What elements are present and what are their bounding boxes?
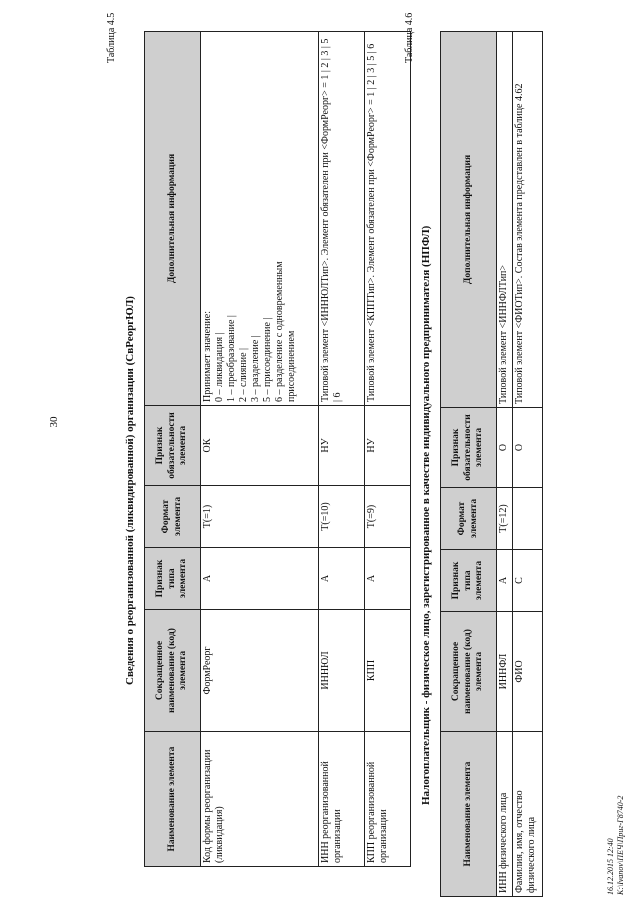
table-4-6 <box>440 31 543 897</box>
table-4-5-title: Сведения о реорганизованной (ликвидированной) организации (СвРеоргЮЛ) <box>124 296 136 685</box>
value-item: 0 – ликвидация | <box>214 332 225 402</box>
cell-format: T(=9) <box>365 486 411 548</box>
cell-type: А <box>201 548 319 610</box>
table-4-5-caption: Таблица 4.5 <box>106 12 117 63</box>
header-format: Формат элемента <box>441 488 497 550</box>
cell-info: Типовой элемент <ИННЮЛТип>. Элемент обязателен при <ФормРеорг> = 1 | 2 | 3 | 5 | 6 <box>319 32 365 406</box>
cell-format: T(=10) <box>319 486 365 548</box>
table-4-6-caption: Таблица 4.6 <box>404 12 415 63</box>
cell-required: О <box>497 408 513 488</box>
cell-type: А <box>319 548 365 610</box>
cell-required: НУ <box>319 406 365 486</box>
header-code: Сокращенное наименование (код) элемента <box>145 610 201 732</box>
header-name: Наименование элемента <box>441 732 497 897</box>
cell-code: ФормРеорг <box>201 610 319 732</box>
table-4-5 <box>144 31 411 867</box>
cell-code: ИННЮЛ <box>319 610 365 732</box>
cell-code: ИННФЛ <box>497 612 513 732</box>
cell-info: Типовой элемент <КППТип>. Элемент обязателен при <ФормРеорг> = 1 | 2 | 3 | 5 | 6 <box>365 32 411 406</box>
header-code: Сокращенное наименование (код) элемента <box>441 612 497 732</box>
cell-type: А <box>365 548 411 610</box>
value-item: 1 – преобразование | <box>226 315 237 402</box>
cell-code: КПП <box>365 610 411 732</box>
cell-name: Код формы реорганизации (ликвидация) <box>201 732 319 867</box>
header-required: Признак обязательности элемента <box>145 406 201 486</box>
page-number: 30 <box>48 416 60 428</box>
cell-type: А <box>497 550 513 612</box>
table-row <box>497 32 513 897</box>
footer-stamp <box>606 796 625 895</box>
value-item: 3 – разделение | <box>250 335 261 402</box>
cell-type: С <box>513 550 543 612</box>
table-row <box>513 32 543 897</box>
header-type: Признак типа элемента <box>441 550 497 612</box>
header-format: Формат элемента <box>145 486 201 548</box>
cell-code: ФИО <box>513 612 543 732</box>
header-info: Дополнительная информация <box>145 32 201 406</box>
header-type: Признак типа элемента <box>145 548 201 610</box>
footer-path: K:\Ivanov\ПЕЧ\Приг-Г8740-2 <box>615 795 625 895</box>
cell-required: О <box>513 408 543 488</box>
value-item: 2 – слияние | <box>238 347 249 402</box>
cell-format: T(=1) <box>201 486 319 548</box>
cell-required: НУ <box>365 406 411 486</box>
cell-info <box>201 32 319 406</box>
cell-info: Типовой элемент <ФИОТип>. Состав элемента представлен в таблице 4.62 <box>513 32 543 408</box>
cell-name: ИНН реорганизованной организации <box>319 732 365 867</box>
value-item: присоединением <box>286 330 297 402</box>
value-list <box>214 35 298 402</box>
header-required: Признак обязательности элемента <box>441 408 497 488</box>
footer-date: 16.12.2015 12:40 <box>606 838 615 895</box>
cell-name: ИНН физического лица <box>497 732 513 897</box>
cell-format: T(=12) <box>497 488 513 550</box>
table-row <box>365 32 411 867</box>
value-item: 5 – присоединение | <box>262 317 273 402</box>
cell-info: Типовой элемент <ИННФЛТип> <box>497 32 513 408</box>
cell-format <box>513 488 543 550</box>
table-row <box>319 32 365 867</box>
cell-required: ОК <box>201 406 319 486</box>
info-title: Принимает значение: <box>202 310 213 402</box>
table-4-6-title: Налогоплательщик - физическое лицо, зарегистрированное в качестве индивидуального предпринимателя (НПФЛ) <box>420 225 432 805</box>
value-item: 6 – разделение с одновременным <box>274 261 285 402</box>
header-name: Наименование элемента <box>145 732 201 867</box>
header-info: Дополнительная информация <box>441 32 497 408</box>
cell-name: КПП реорганизованной организации <box>365 732 411 867</box>
cell-name: Фамилия, имя, отчество физического лица <box>513 732 543 897</box>
table-row <box>201 32 319 867</box>
